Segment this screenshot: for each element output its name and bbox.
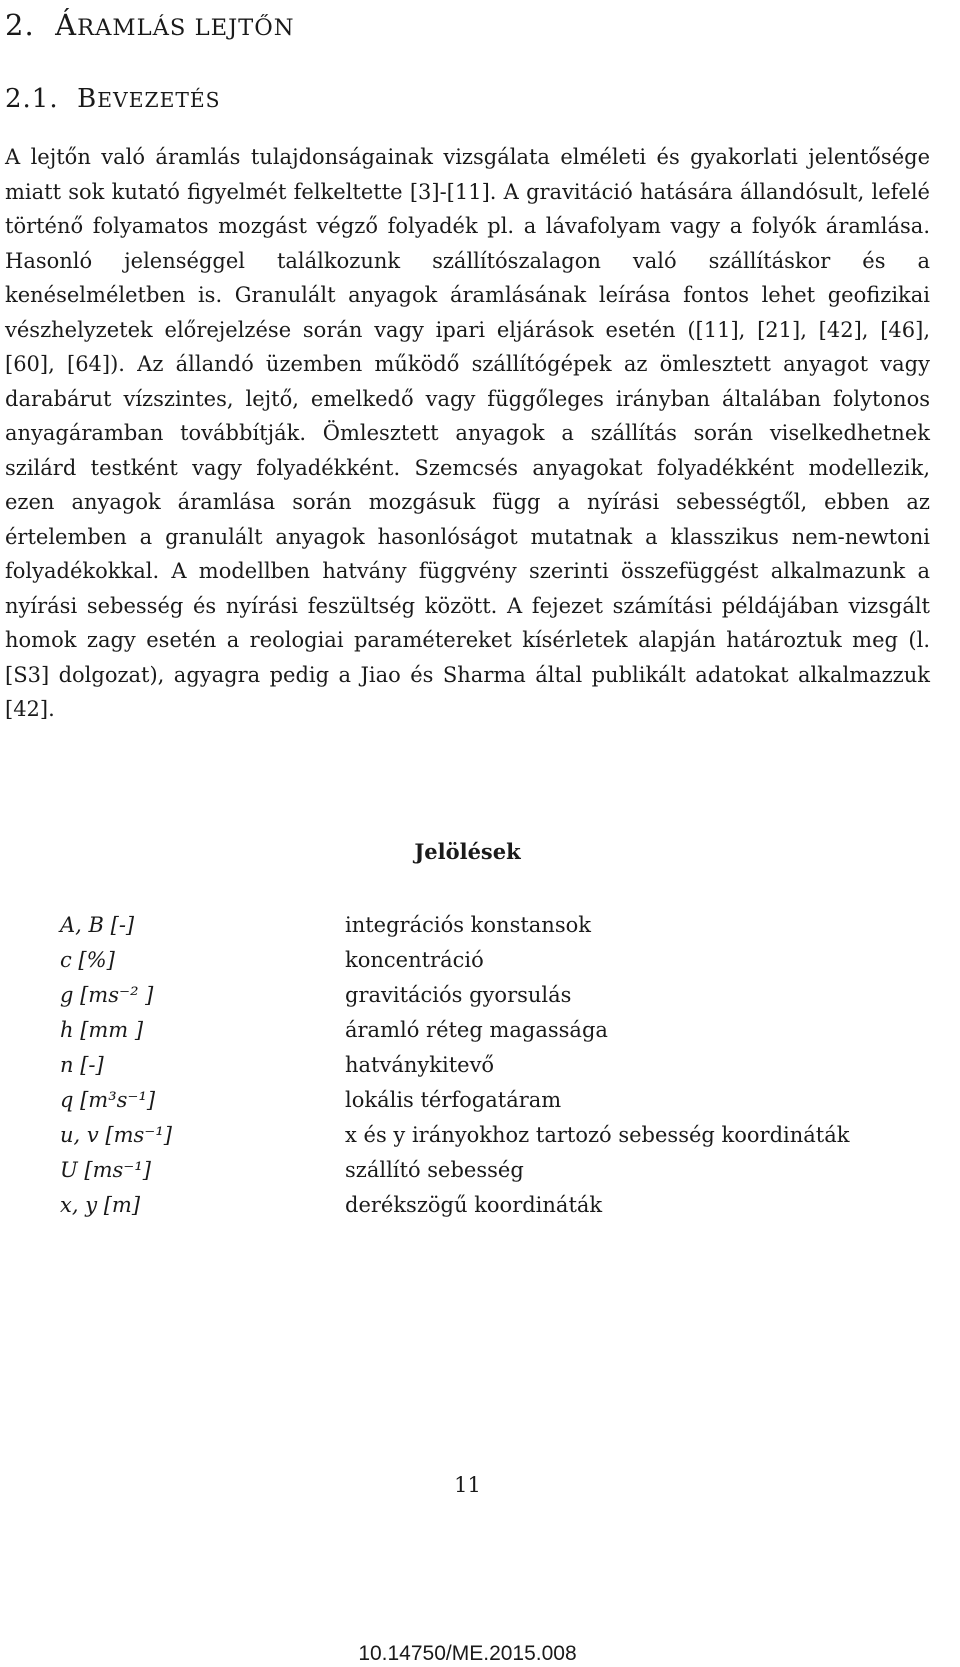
- notation-description: szállító sebesség: [345, 1158, 524, 1182]
- notation-symbol: A, B [-]: [60, 913, 135, 937]
- page-number: 11: [454, 1473, 481, 1497]
- chapter-title: [5, 8, 295, 42]
- chapter-title-initial: Á: [55, 8, 78, 42]
- notation-description: lokális térfogatáram: [345, 1088, 562, 1112]
- notation-symbol: q [m³s⁻¹]: [60, 1088, 156, 1112]
- section-number: 2.1.: [5, 84, 59, 114]
- notation-description: hatványkitevő: [345, 1053, 495, 1077]
- section-title-rest: EVEZETÉS: [97, 88, 221, 112]
- chapter-title-rest: RAMLÁS LEJTŐN: [77, 15, 295, 41]
- doi-footer: 10.14750/ME.2015.008: [358, 1642, 577, 1665]
- section-title-initial: B: [77, 84, 98, 114]
- notation-symbol: u, v [ms⁻¹]: [60, 1123, 172, 1147]
- notation-symbol: c [%]: [60, 948, 115, 972]
- notation-symbol: h [mm ]: [60, 1018, 144, 1042]
- chapter-number: 2.: [5, 8, 35, 42]
- notation-description: gravitációs gyorsulás: [345, 983, 572, 1007]
- notation-description: derékszögű koordináták: [345, 1193, 603, 1217]
- notation-heading: Jelölések: [414, 839, 521, 864]
- notation-symbol: g [ms⁻² ]: [60, 983, 154, 1007]
- section-title: [5, 84, 221, 114]
- notation-symbol: n [-]: [60, 1053, 104, 1077]
- notation-description: áramló réteg magassága: [345, 1018, 608, 1042]
- notation-description: x és y irányokhoz tartozó sebesség koordináták: [345, 1123, 850, 1147]
- notation-symbol: x, y [m]: [60, 1193, 141, 1217]
- intro-paragraph: A lejtőn való áramlás tulajdonságainak vizsgálata elméleti és gyakorlati jelentősége miatt sok kutató figyelmét felkeltette [3]-[11]. A gravitáció hatására állandósult, lefelé történő folyamatos mozgást végző folyadék pl. a lávafolyam vagy a folyók áramlása. Hasonló jelenséggel találkozunk szállítószalagon való szállításkor és a kenéselméletben is. Granulált anyagok áramlásának leírása fontos lehet geofizikai vészhelyzetek előrejelzése során vagy ipari eljárások esetén ([11], [21], [42], [46], [60], [64]). Az állandó üzemben működő szállítógépek az ömlesztett anyagot vagy darabárut vízszintes, lejtő, emelkedő vagy függőleges irányban általában folytonos anyagáramban továbbítják. Ömlesztett anyagok a szállítás során viselkedhetnek szilárd testként vagy folyadékként. Szemcsés anyagokat folyadékként modellezik, ezen anyagok áramlása során mozgásuk függ a nyírási sebességtől, ebben az értelemben a granulált anyagok hasonlóságot mutatnak a klasszikus nem-newtoni folyadékokkal. A modellben hatvány függvény szerinti összefüggést alkalmazunk a nyírási sebesség és nyírási feszültség között. A fejezet számítási példájában vizsgált homok zagy esetén a reologiai paramétereket kísérletek alapján határoztuk meg (l. [S3] dolgozat), agyagra pedig a Jiao és Sharma által publikált adatokat alkalmazzuk [42].: [5, 145, 930, 721]
- notation-description: koncentráció: [345, 948, 484, 972]
- notation-symbol: U [ms⁻¹]: [60, 1158, 151, 1182]
- notation-description: integrációs konstansok: [345, 913, 591, 937]
